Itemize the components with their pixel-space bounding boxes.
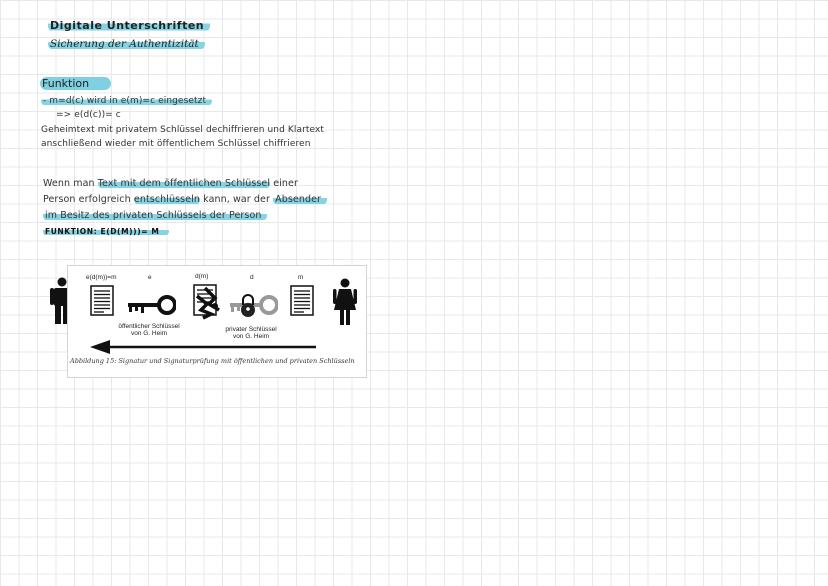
label-d: d (250, 274, 254, 281)
highlight-public-key-text: Text mit dem öffentlichen Schlüssel (97, 178, 271, 189)
signature-figure (67, 265, 367, 378)
statement-line-1: Wenn man Text mit dem öffentlichen Schlüssel einer (43, 178, 298, 189)
funktion-line-2: => e(d(c))= c (56, 110, 121, 120)
funktion-heading: Funktion (40, 77, 111, 90)
highlight-decrypt: entschlüsseln (133, 194, 201, 205)
private-key-caption-2: von G. Heim (232, 333, 270, 340)
label-e: e (148, 274, 152, 281)
public-key-icon (126, 294, 176, 316)
funktion-line-4: anschließend wieder mit öffentlichem Schlüssel chiffrieren (41, 139, 311, 149)
public-key-caption-1: öffentlicher Schlüssel (118, 323, 180, 330)
encrypted-document-icon (193, 284, 223, 320)
private-key-icon (228, 294, 278, 318)
funktion-line-1: - m=d(c) wird in e(m)=c eingesetzt (41, 96, 212, 106)
highlight-sender: Absender (273, 194, 327, 205)
page-subtitle: Sicherung der Authentizität (48, 38, 205, 50)
label-edm: e(d(m))=m (86, 274, 117, 281)
page-title: Digitale Unterschriften (48, 19, 210, 32)
document-icon (290, 285, 314, 316)
figure-caption: Abbildung 15: Signatur und Signaturprüfung mit öffentlichen und privaten Schlüsseln (70, 357, 355, 365)
statement-line-2: Person erfolgreich entschlüsseln kann, war der Absender (43, 194, 327, 205)
private-key-caption-1: privater Schlüssel (225, 326, 277, 333)
label-dm: d(m) (195, 273, 209, 280)
arrow-left-icon (88, 339, 318, 355)
document-icon (90, 285, 114, 316)
funktion-line-3: Geheimtext mit privatem Schlüssel dechiffrieren und Klartext (41, 125, 325, 135)
person-woman-icon (332, 278, 358, 326)
formula: FUNKTION: E(D(M)))= M (43, 227, 169, 236)
label-m: m (298, 274, 304, 281)
public-key-caption-2: von G. Heim (130, 330, 168, 337)
statement-line-3: im Besitz des privaten Schlüssels der Person (43, 210, 267, 221)
